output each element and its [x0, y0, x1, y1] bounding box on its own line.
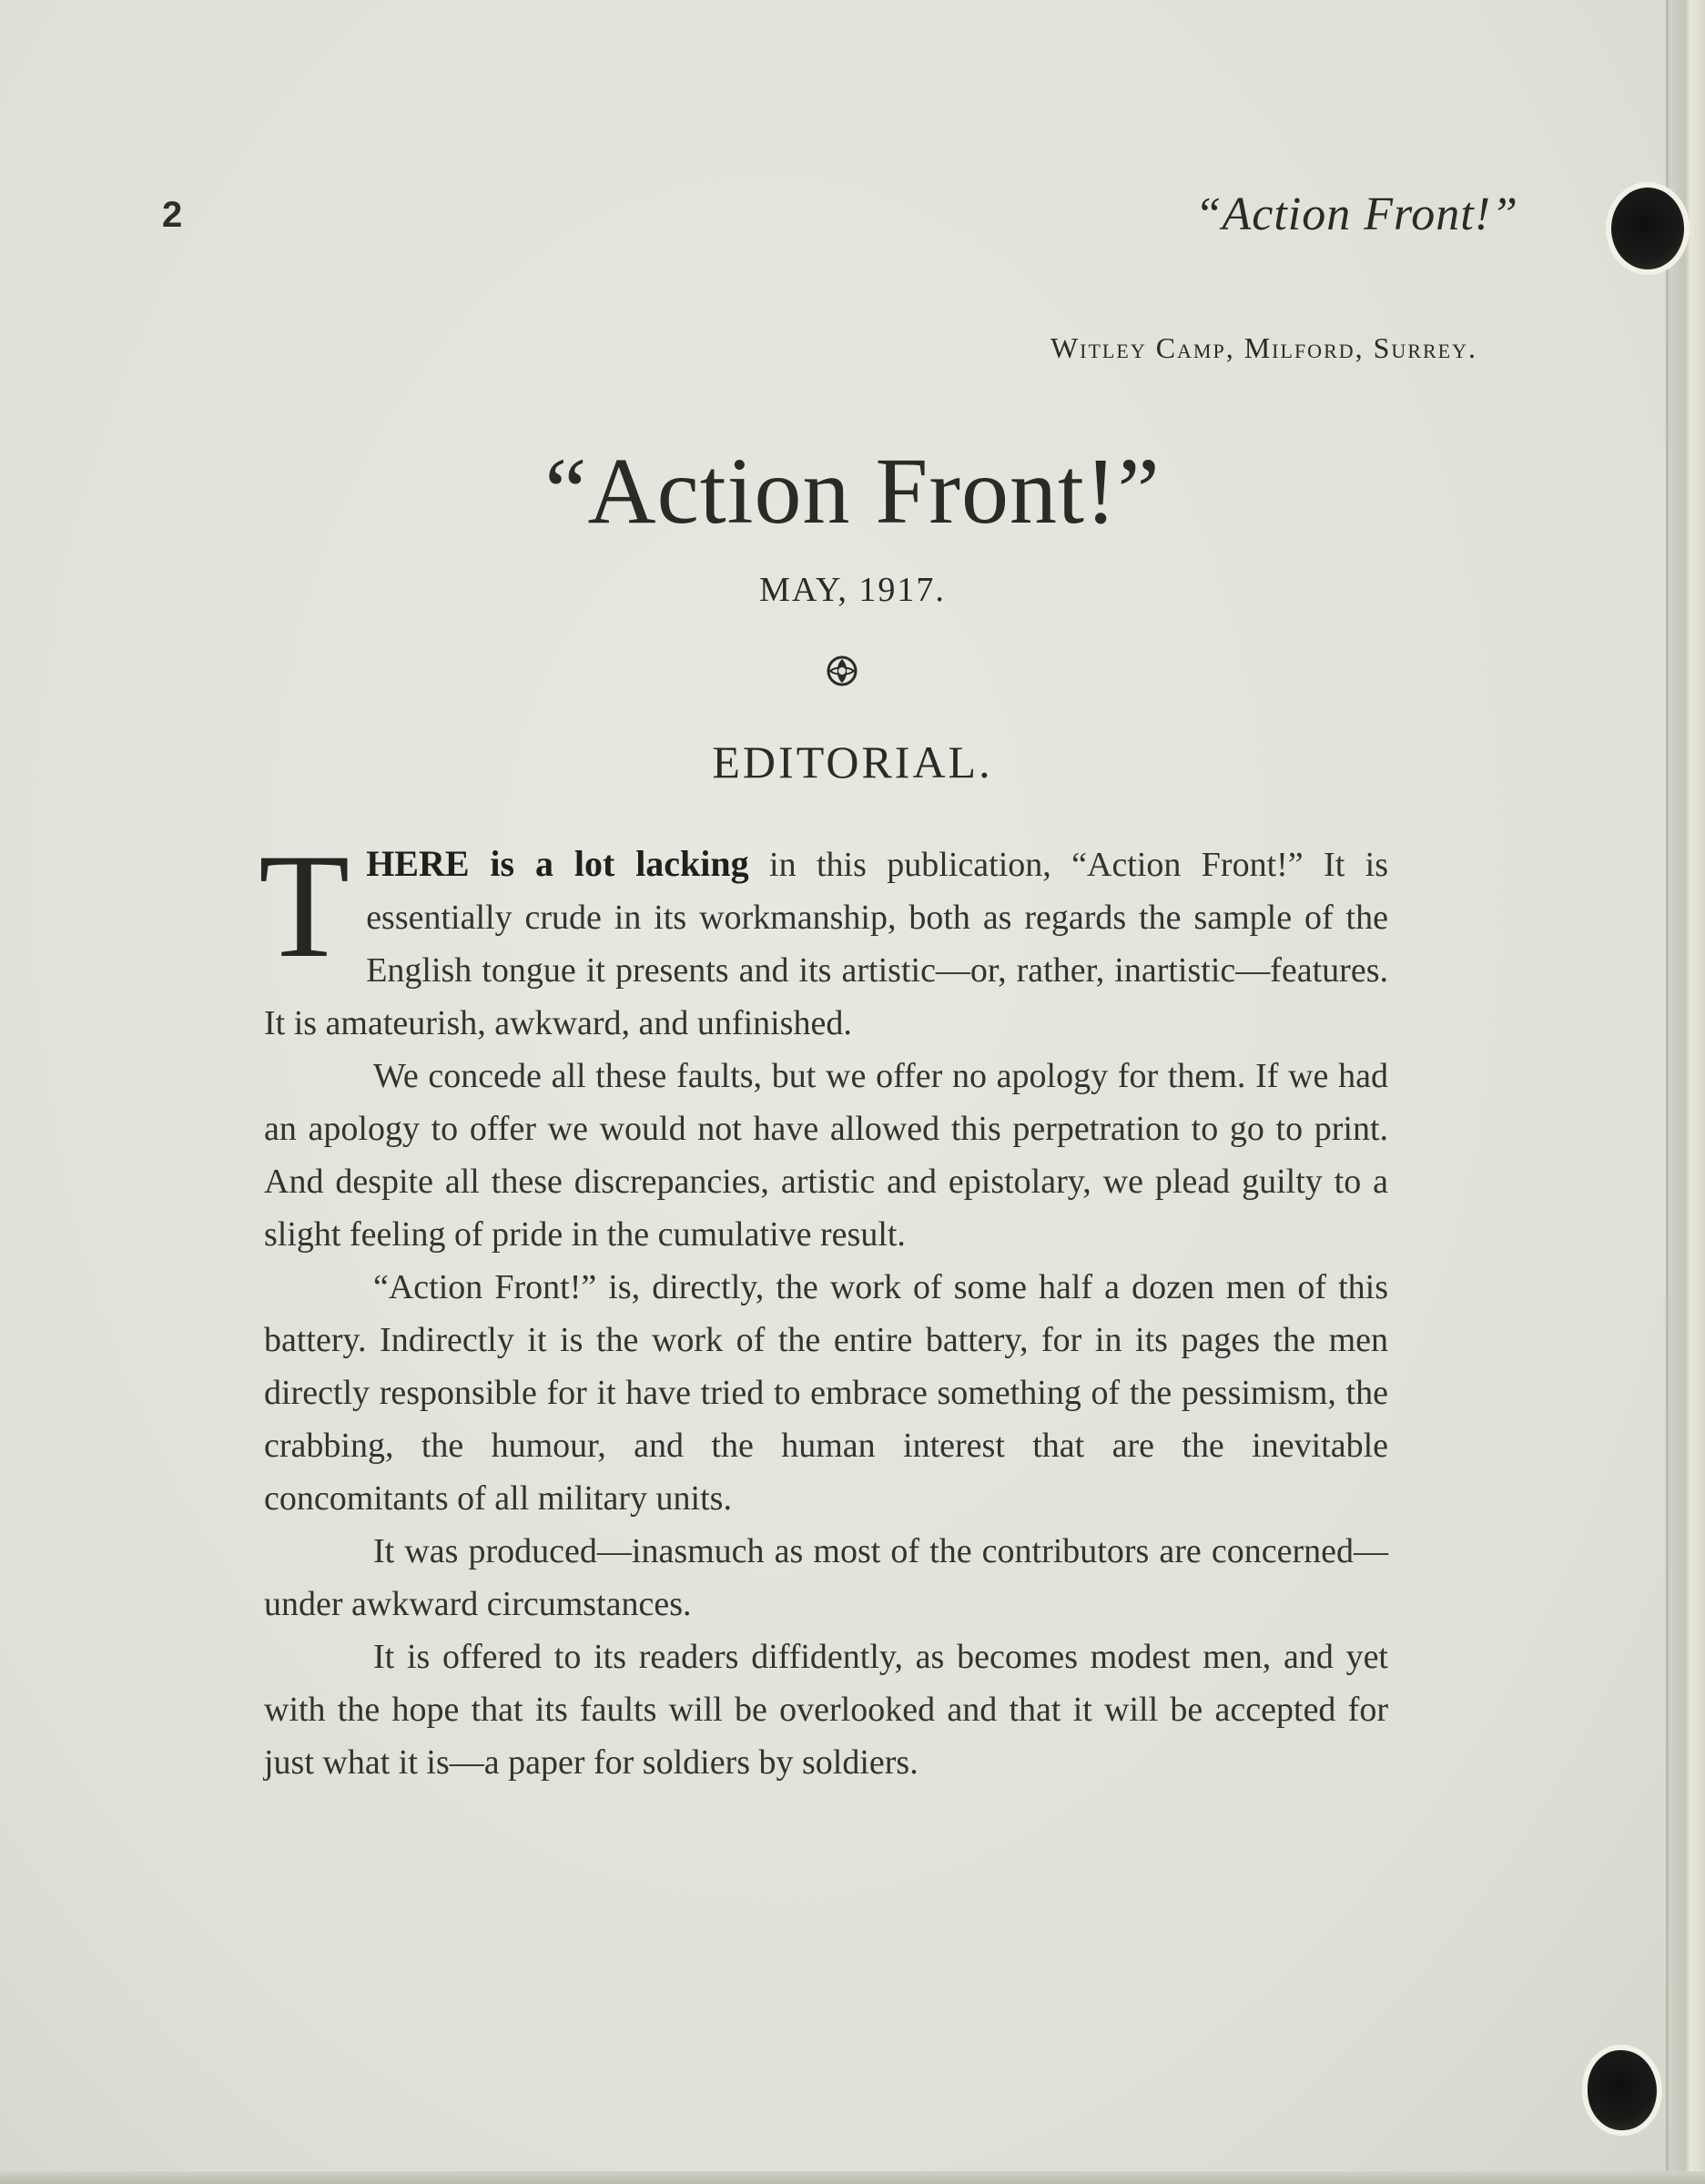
editorial-paragraph-3: “Action Front!” is, directly, the work of some half a dozen men of this battery. Indirectly it is the work of the entire battery, for in its pages the men directly responsible for it have tried to embrace something of the pessimism, the crabbing, the humour, and the human interest that are the inevitable concomitants of all military units.: [264, 1268, 1388, 1518]
editorial-paragraph-1: [259, 824, 1388, 1050]
running-head: “Action Front!”: [1194, 188, 1518, 240]
page-edge: [1669, 0, 1705, 2184]
punch-hole-top: [1611, 188, 1684, 269]
editorial-paragraph-4: It was produced—inasmuch as most of the contributors are concerned—under awkward circumstances.: [264, 1532, 1388, 1623]
lead-in: HERE is a lot lacking: [366, 843, 749, 884]
paragraph-text: in this publication, “Action Front!” It is essentially crude in its workmanship, both as regards the sample of the English tongue it presents and its artistic—or, rather, inartistic—features. It is amateurish, awkward, and unfinished.: [264, 846, 1388, 1042]
editorial-paragraph-5: It is offered to its readers diffidently, as becomes modest men, and yet with the hope that its faults will be overlooked and that it will be accepted for just what it is—a paper for soldiers by soldiers.: [264, 1638, 1388, 1782]
issue-date: MAY, 1917.: [759, 571, 946, 609]
fleuron-icon: [825, 654, 859, 688]
drop-cap: T: [259, 824, 350, 989]
page-number: 2: [162, 195, 183, 235]
section-heading: EDITORIAL.: [712, 736, 993, 787]
editorial-body: [259, 824, 1388, 1789]
bottom-edge: [0, 2171, 1705, 2184]
masthead-title: “Action Front!”: [544, 439, 1161, 543]
punch-hole-bottom: [1588, 2050, 1657, 2130]
dateline: Witley Camp, Milford, Surrey.: [1050, 331, 1477, 364]
editorial-paragraph-2: We concede all these faults, but we offer no apology for them. If we had an apology to offer we would not have allowed this perpetration to go to print. And despite all these discrepancies, artistic and epistolary, we plead guilty to a slight feeling of pride in the cumulative result.: [264, 1057, 1388, 1254]
